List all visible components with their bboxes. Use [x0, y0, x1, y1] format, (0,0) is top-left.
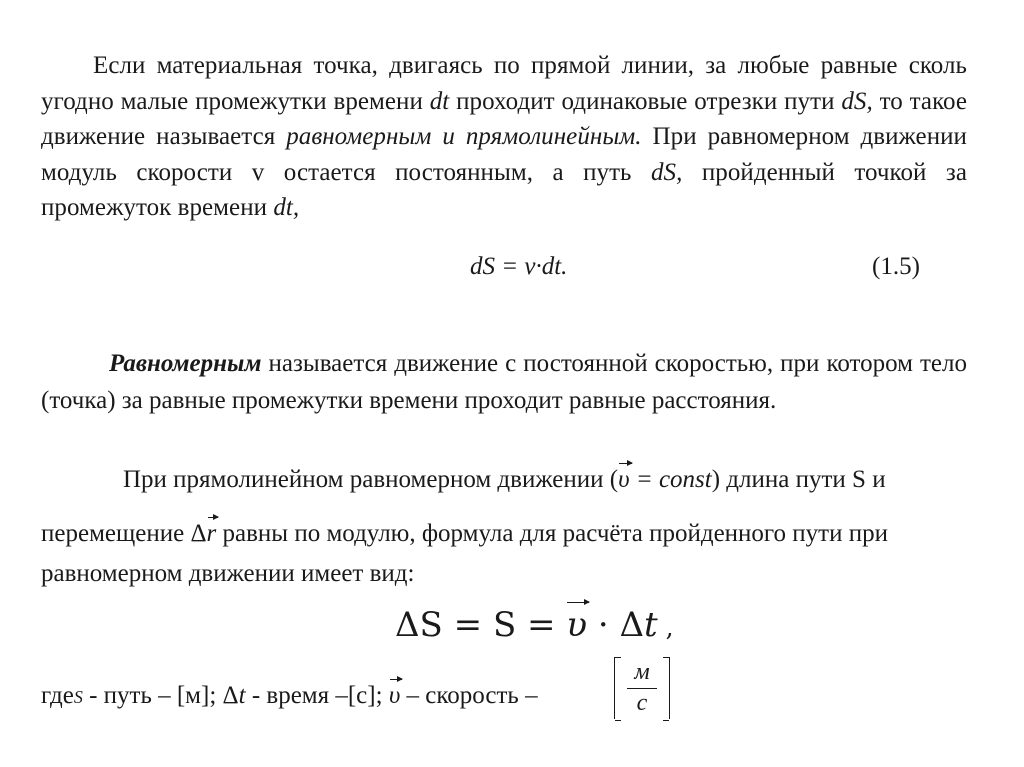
text: называется движение с постоянной скоростью, при котором тело (точка) за равные промежутки времени проходит равные расстояния. — [41, 350, 967, 414]
equation-expression: dS = v·dt. — [470, 253, 568, 280]
text: перемещение — [41, 520, 191, 547]
term-uniform: Равномерным — [109, 350, 262, 377]
text: При равномерном движении модуль скорости v остается постоянным, а путь — [41, 123, 967, 186]
math-s: S — [73, 687, 83, 707]
velocity-vector-symbol: υ — [618, 466, 630, 493]
text: - путь – [м]; Δ — [82, 682, 239, 709]
equation-path — [395, 605, 674, 645]
line-rectilinear-motion — [123, 466, 886, 494]
line-formula-intro: равномерном движении имеет вид: — [41, 560, 415, 587]
math-t: t — [644, 605, 658, 645]
line-legend — [41, 682, 538, 710]
text: где — [41, 682, 74, 709]
equation-number: (1.5) — [872, 253, 920, 280]
math-condition — [618, 466, 712, 494]
text: Если материальная точка, двигаясь по прямой линии, за любые равные сколь угодно малые промежутки времени — [41, 52, 967, 115]
unit-denominator: с — [636, 690, 648, 716]
text: · Δ — [587, 605, 645, 645]
math-ds: dS, — [841, 87, 873, 115]
text: проходит одинаковые отрезки пути — [449, 87, 842, 115]
text: - время –[с]; — [245, 682, 389, 709]
displacement-vector-symbol: r — [206, 520, 217, 547]
math-t: t — [238, 682, 246, 709]
math-dt: dt, — [273, 194, 300, 221]
term-uniform-linear: равномерным и прямолинейным. — [286, 123, 642, 150]
fraction-bar — [627, 688, 657, 689]
delta-symbol: Δ — [190, 520, 207, 547]
line-displacement — [41, 520, 888, 548]
unit-numerator: м — [634, 659, 650, 685]
text: При прямолинейном равномерном движении ( — [123, 466, 619, 493]
unit-bracket — [614, 657, 670, 719]
text: равны по модулю, формула для расчёта пройденного пути при — [216, 520, 888, 547]
equation-1-5 — [0, 253, 1024, 289]
text: ΔS = S = — [395, 605, 567, 645]
text: – скорость – — [400, 682, 538, 709]
text: пройденный точкой за промежуток времени — [41, 158, 967, 221]
velocity-vector-symbol: υ — [566, 605, 588, 645]
paragraph-definition — [41, 48, 967, 226]
text: , — [657, 613, 674, 642]
paragraph-uniform-definition — [41, 345, 967, 419]
math-ds: dS, — [651, 158, 683, 186]
velocity-vector-symbol: υ — [388, 682, 401, 709]
text: то такое движение называется — [41, 87, 967, 150]
text: = const — [629, 466, 712, 493]
math-dt: dt — [429, 87, 450, 115]
text: ) длина пути S и — [711, 466, 886, 493]
